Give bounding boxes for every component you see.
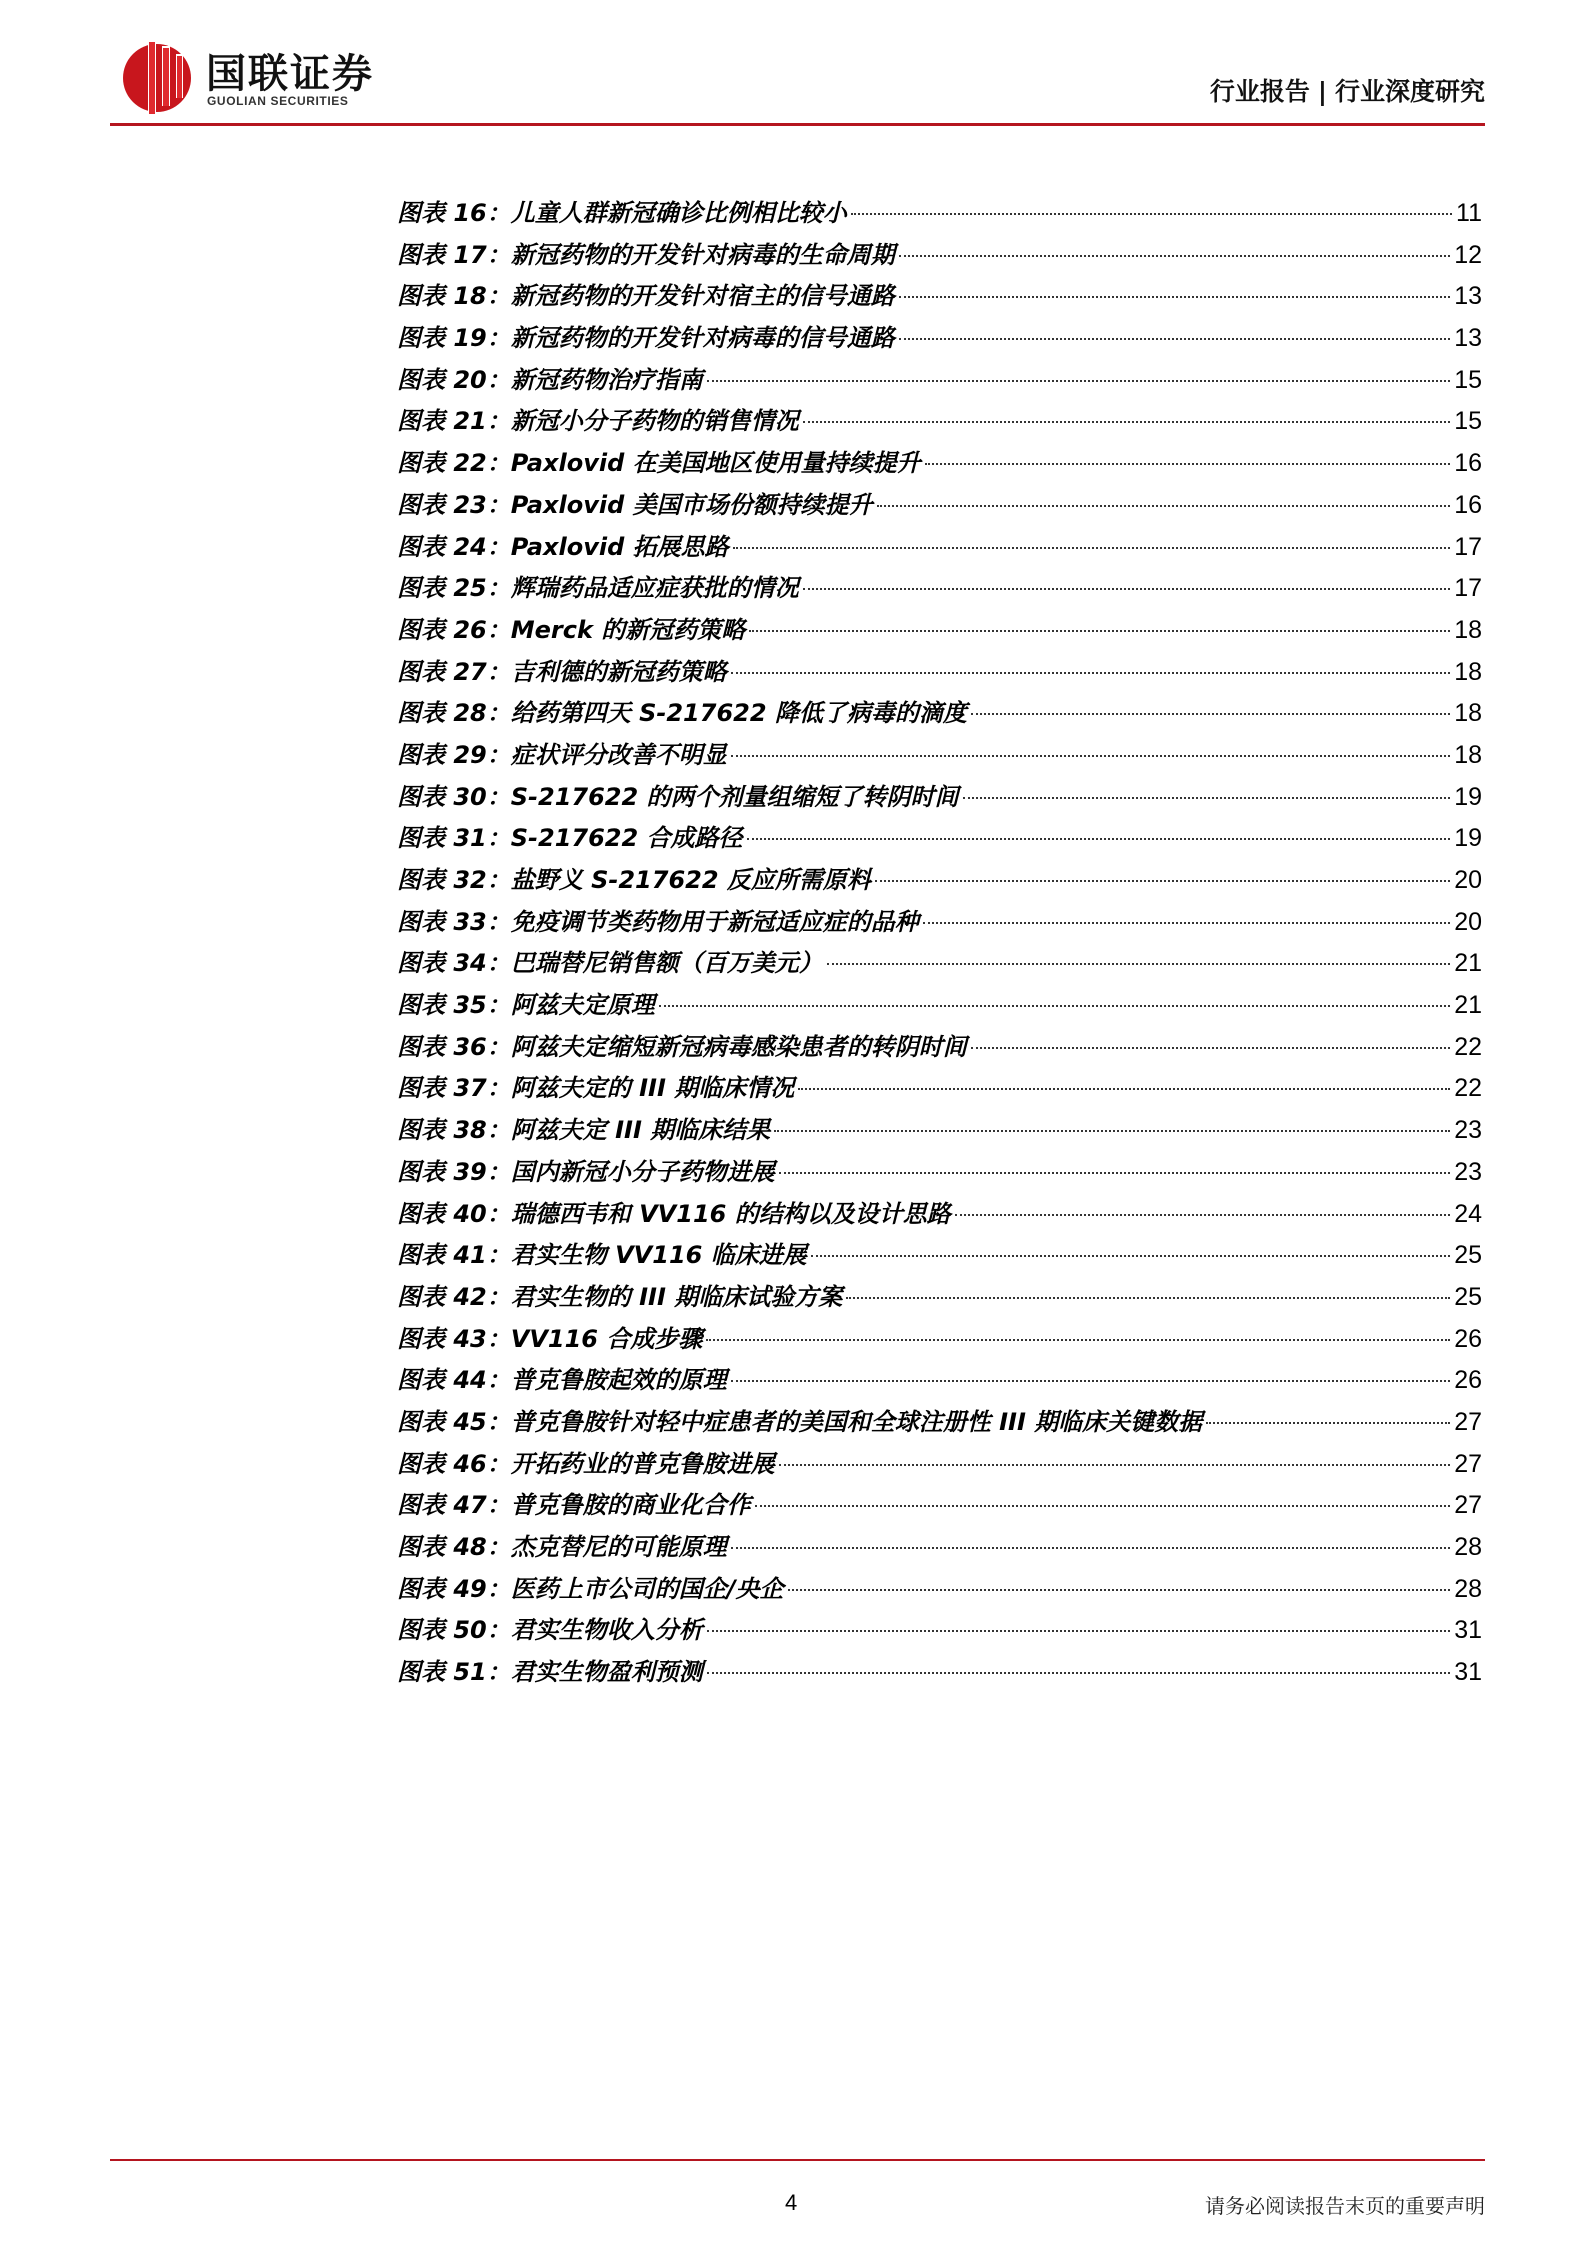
toc-entry[interactable] [397,1194,1482,1236]
toc-leader-dots [846,1297,1450,1299]
toc-entry-label: 图表 31：S-217622 合成路径 [397,824,743,853]
report-subtype: 行业深度研究 [1334,77,1485,106]
toc-leader-dots [851,213,1452,215]
toc-leader-dots [731,1547,1450,1549]
toc-leader-dots [811,1255,1450,1257]
toc-entry[interactable] [397,652,1482,694]
toc-entry-page: 19 [1454,824,1482,853]
toc-entry-page: 25 [1454,1241,1482,1270]
toc-entry-label: 图表 26：Merck 的新冠药策略 [397,615,746,644]
toc-entry-label: 图表 48：杰克替尼的可能原理 [397,1533,727,1561]
toc-entry[interactable] [397,527,1482,569]
toc-entry[interactable] [397,943,1482,985]
toc-entry[interactable] [397,735,1482,777]
toc-leader-dots [731,1380,1450,1382]
toc-leader-dots [755,1505,1450,1507]
toc-leader-dots [733,547,1451,549]
toc-entry[interactable] [397,860,1482,902]
toc-leader-dots [899,296,1450,298]
toc-entry[interactable] [397,193,1482,235]
toc-leader-dots [731,672,1450,674]
toc-entry-page: 23 [1454,1157,1482,1186]
toc-entry[interactable] [397,777,1482,819]
toc-entry-page: 11 [1456,199,1482,227]
toc-entry-label: 图表 51：君实生物盈利预测 [397,1658,703,1687]
page-number: 4 [785,2190,798,2215]
toc-entry-page: 27 [1454,1449,1482,1478]
logo-english-text: GUOLIAN SECURITIES [207,94,349,108]
toc-entry[interactable] [397,1610,1482,1652]
toc-entry[interactable] [397,1360,1482,1402]
toc-leader-dots [803,588,1450,590]
toc-leader-dots [899,338,1450,340]
toc-entry-label: 图表 40：瑞德西韦和 VV116 的结构以及设计思路 [397,1199,951,1228]
toc-entry-page: 15 [1454,365,1482,394]
toc-leader-dots [747,838,1451,840]
toc-entry[interactable] [397,902,1482,944]
report-category [1210,72,1485,108]
toc-entry[interactable] [397,1319,1482,1361]
toc-entry[interactable] [397,1068,1482,1110]
toc-entry-page: 12 [1454,240,1482,269]
toc-leader-dots [706,1339,1450,1341]
toc-entry-label: 图表 27：吉利德的新冠药策略 [397,657,727,686]
toc-entry-label: 图表 29：症状评分改善不明显 [397,740,727,769]
toc-entry-page: 18 [1454,740,1482,769]
table-of-figures [397,193,1482,1694]
guolian-logo-icon [118,38,196,116]
toc-entry-label: 图表 39：国内新冠小分子药物进展 [397,1157,775,1186]
toc-entry-label: 图表 47：普克鲁胺的商业化合作 [397,1491,751,1520]
toc-leader-dots [707,1630,1450,1632]
toc-entry[interactable] [397,1527,1482,1569]
toc-entry[interactable] [397,1402,1482,1444]
toc-entry-label: 图表 17：新冠药物的开发针对病毒的生命周期 [397,240,895,269]
toc-entry[interactable] [397,318,1482,360]
toc-entry-page: 31 [1454,1616,1482,1645]
toc-entry-label: 图表 21：新冠小分子药物的销售情况 [397,407,799,436]
toc-entry[interactable] [397,401,1482,443]
footer-disclaimer: 请务必阅读报告末页的重要声明 [1205,2194,1485,2218]
toc-entry-page: 17 [1454,574,1482,603]
toc-entry-page: 21 [1454,949,1482,978]
toc-entry-label: 图表 43：VV116 合成步骤 [397,1324,703,1353]
toc-leader-dots [798,1088,1450,1090]
toc-entry-label: 图表 46：开拓药业的普克鲁胺进展 [397,1449,775,1478]
toc-entry-label: 图表 23：Paxlovid 美国市场份额持续提升 [397,490,873,519]
toc-entry[interactable] [397,818,1482,860]
toc-entry[interactable] [397,1444,1482,1486]
toc-entry-label: 图表 50：君实生物收入分析 [397,1616,703,1645]
toc-entry-page: 20 [1454,907,1482,936]
toc-leader-dots [971,1047,1450,1049]
toc-leader-dots [779,1172,1450,1174]
toc-entry[interactable] [397,568,1482,610]
toc-entry-page: 16 [1454,449,1482,478]
toc-leader-dots [803,421,1450,423]
toc-entry-label: 图表 33：免疫调节类药物用于新冠适应症的品种 [397,907,919,936]
toc-entry[interactable] [397,1110,1482,1152]
toc-entry-label: 图表 35：阿兹夫定原理 [397,991,655,1020]
toc-entry-page: 20 [1454,866,1482,894]
toc-entry-label: 图表 18：新冠药物的开发针对宿主的信号通路 [397,282,895,311]
toc-entry-page: 26 [1454,1324,1482,1353]
toc-entry-label: 图表 49：医药上市公司的国企/央企 [397,1574,784,1603]
toc-leader-dots [899,255,1450,257]
toc-entry-label: 图表 30：S-217622 的两个剂量组缩短了转阴时间 [397,782,959,811]
toc-entry[interactable] [397,1235,1482,1277]
toc-entry-label: 图表 38：阿兹夫定 III 期临床结果 [397,1116,771,1145]
toc-leader-dots [923,922,1450,924]
toc-leader-dots [877,505,1451,507]
toc-entry[interactable] [397,693,1482,735]
toc-entry-label: 图表 22：Paxlovid 在美国地区使用量持续提升 [397,449,921,478]
toc-leader-dots [875,880,1450,882]
toc-entry-page: 28 [1454,1533,1482,1561]
footer-divider [110,2159,1485,2161]
toc-entry[interactable] [397,443,1482,485]
toc-entry-page: 18 [1454,699,1482,728]
report-type: 行业报告 [1209,77,1310,106]
toc-leader-dots [731,755,1450,757]
toc-entry-page: 22 [1454,1074,1482,1103]
toc-entry[interactable] [397,235,1482,277]
toc-entry-page: 18 [1454,615,1482,644]
toc-entry-label: 图表 19：新冠药物的开发针对病毒的信号通路 [397,324,895,353]
toc-entry-label: 图表 20：新冠药物治疗指南 [397,365,703,394]
toc-entry-page: 27 [1454,1407,1482,1436]
toc-entry-label: 图表 34：巴瑞替尼销售额（百万美元） [397,949,823,978]
toc-leader-dots [827,963,1450,965]
toc-entry-label: 图表 36：阿兹夫定缩短新冠病毒感染患者的转阴时间 [397,1032,967,1061]
toc-entry[interactable] [397,1485,1482,1527]
toc-leader-dots [925,463,1451,465]
toc-entry-label: 图表 28：给药第四天 S-217622 降低了病毒的滴度 [397,699,967,728]
toc-entry-label: 图表 37：阿兹夫定的 III 期临床情况 [397,1074,795,1103]
logo-chinese-text: 国联证券 [206,51,374,97]
toc-entry-label: 图表 32：盐野义 S-217622 反应所需原料 [397,866,871,894]
toc-leader-dots [971,713,1450,715]
toc-entry[interactable] [397,360,1482,402]
toc-entry[interactable] [397,1652,1482,1694]
toc-entry-page: 19 [1454,782,1482,811]
toc-entry[interactable] [397,985,1482,1027]
toc-entry-page: 27 [1454,1491,1482,1520]
toc-leader-dots [707,1672,1450,1674]
toc-entry-page: 25 [1454,1282,1482,1311]
toc-leader-dots [1206,1422,1450,1424]
toc-leader-dots [955,1214,1450,1216]
toc-entry-page: 13 [1454,324,1482,353]
toc-entry-page: 18 [1454,657,1482,686]
toc-entry[interactable] [397,276,1482,318]
toc-entry[interactable] [397,1027,1482,1069]
toc-entry-label: 图表 16：儿童人群新冠确诊比例相比较小 [397,199,847,227]
toc-entry-page: 23 [1454,1116,1482,1145]
toc-entry-label: 图表 42：君实生物的 III 期临床试验方案 [397,1282,843,1311]
toc-entry-page: 22 [1454,1032,1482,1061]
toc-entry-page: 17 [1454,532,1482,561]
page-header [110,30,1485,122]
toc-entry-page: 16 [1454,490,1482,519]
toc-entry[interactable] [397,1569,1482,1611]
toc-entry-page: 31 [1454,1658,1482,1687]
toc-entry-label: 图表 44：普克鲁胺起效的原理 [397,1366,727,1395]
toc-entry[interactable] [397,610,1482,652]
toc-entry-page: 15 [1454,407,1482,436]
header-separator: | [1317,77,1327,106]
toc-entry-label: 图表 45：普克鲁胺针对轻中症患者的美国和全球注册性 III 期临床关键数据 [397,1407,1203,1436]
toc-leader-dots [788,1589,1451,1591]
toc-entry[interactable] [397,485,1482,527]
header-divider [110,123,1485,126]
toc-entry-page: 24 [1454,1199,1482,1228]
toc-leader-dots [707,380,1450,382]
toc-entry-label: 图表 24：Paxlovid 拓展思路 [397,532,729,561]
toc-leader-dots [749,630,1450,632]
toc-leader-dots [779,1464,1450,1466]
toc-entry-label: 图表 41：君实生物 VV116 临床进展 [397,1241,807,1270]
toc-entry-page: 28 [1454,1574,1482,1603]
toc-leader-dots [963,797,1451,799]
toc-entry-label: 图表 25：辉瑞药品适应症获批的情况 [397,574,799,603]
toc-entry-page: 21 [1454,991,1482,1020]
toc-entry[interactable] [397,1277,1482,1319]
toc-leader-dots [774,1130,1450,1132]
toc-leader-dots [659,1005,1450,1007]
toc-entry[interactable] [397,1152,1482,1194]
toc-entry-page: 13 [1454,282,1482,311]
toc-entry-page: 26 [1454,1366,1482,1395]
company-logo [110,30,410,122]
